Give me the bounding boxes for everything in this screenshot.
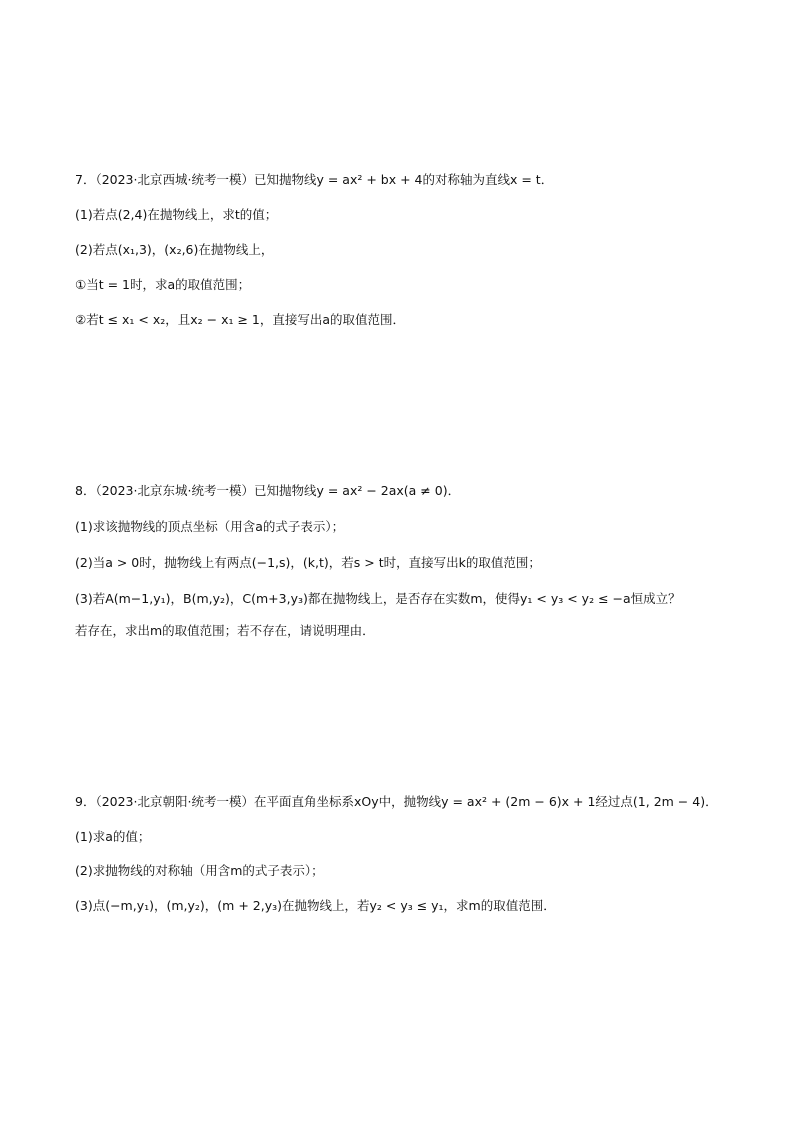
problem-8-part-1: (1)求该抛物线的顶点坐标（用含a的式子表示）； [75, 519, 345, 534]
problem-7-part-2-sub-1: ①当t = 1时，求a的取值范围； [75, 277, 251, 292]
problem-8-stem: 8．（2023·北京东城·统考一模）已知抛物线y = ax² − 2ax(a ≠ 0)． [75, 483, 461, 498]
problem-8-part-3: (3)若A(m−1,y₁)，B(m,y₂)，C(m+3,y₃)都在抛物线上，是否存在实数m，使得y₁ < y₃ < y₂ ≤ −a恒成立？ [75, 591, 681, 606]
problem-9 [75, 794, 754, 914]
problem-7-part-2: (2)若点(x₁,3)，(x₂,6)在抛物线上， [75, 242, 274, 257]
problem-9-part-3: (3)点(−m,y₁)，(m,y₂)，(m + 2,y₃)在抛物线上，若y₂ < y₃ ≤ y₁，求m的取值范围． [75, 898, 556, 913]
problem-9-part-2: (2)求抛物线的对称轴（用含m的式子表示）； [75, 863, 324, 878]
problem-7-part-1: (1)若点(2,4)在抛物线上，求t的值； [75, 207, 278, 222]
problem-7-part-2-sub-2: ②若t ≤ x₁ < x₂，且x₂ − x₁ ≥ 1，直接写出a的取值范围． [75, 312, 406, 327]
problem-7-stem: 7．（2023·北京西城·统考一模）已知抛物线y = ax² + bx + 4的对称轴为直线x = t． [75, 172, 554, 187]
problem-9-stem: 9．（2023·北京朝阳·统考一模）在平面直角坐标系xOy中，抛物线y = ax² + (2m − 6)x + 1经过点(1, 2m − 4)． [75, 794, 718, 809]
problem-8 [75, 483, 754, 639]
problem-7 [75, 172, 754, 328]
problem-8-part-2: (2)当a > 0时，抛物线上有两点(−1,s)，(k,t)，若s > t时，直接写出k的取值范围； [75, 555, 541, 570]
problem-8-part-3-cont: 若存在，求出m的取值范围；若不存在，请说明理由． [75, 623, 375, 638]
problem-9-part-1: (1)求a的值； [75, 829, 151, 844]
